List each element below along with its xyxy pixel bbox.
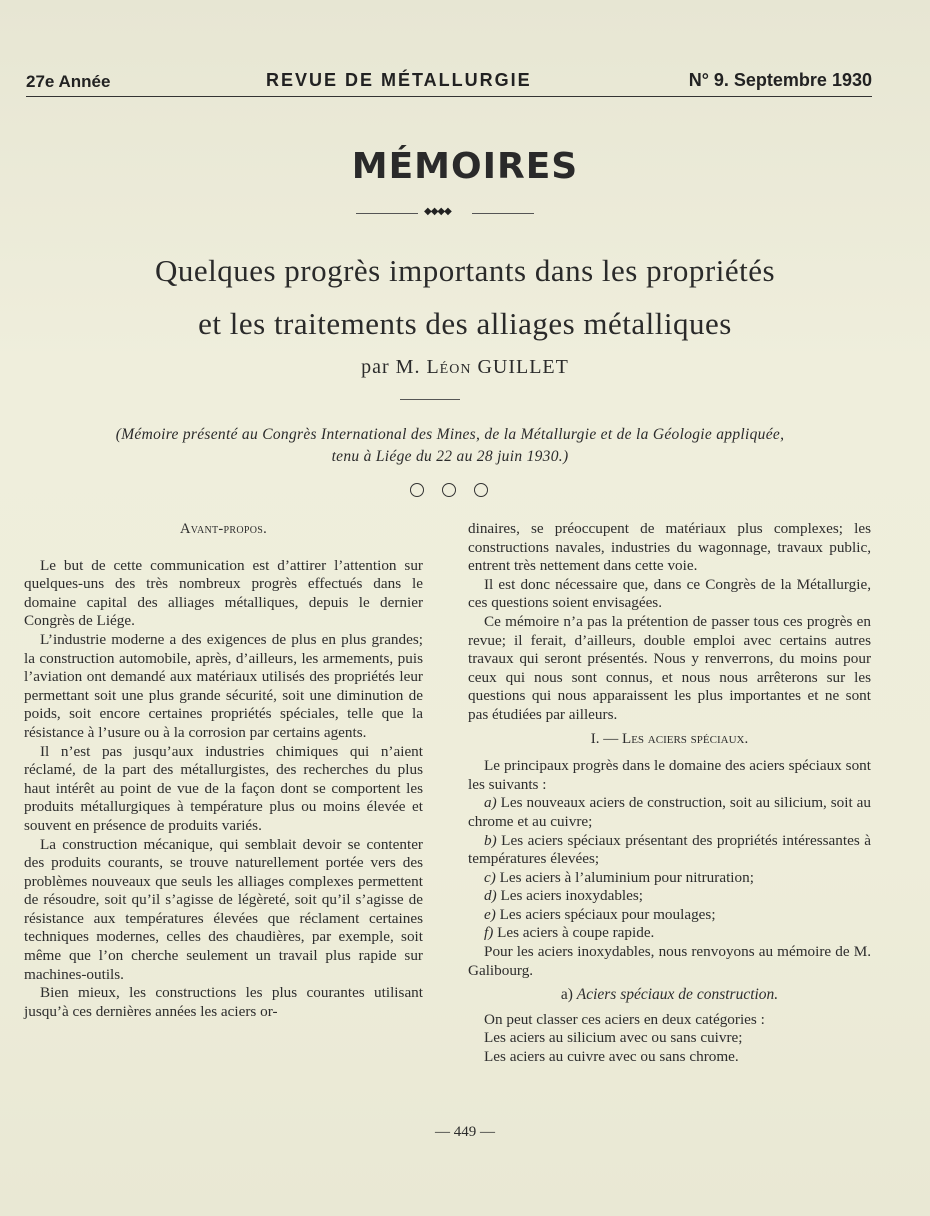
paragraph: L’industrie moderne a des exigences de plus en plus grandes; la construction automobile, après, d’ailleurs, les armements, puis l’aviation ont demandé aux matériaux utilisés des propriétés leur permettant soit une plus grande sécurité, soit une diminution de poids, soit encore certaines propriétés spéciales, telle que la résistance à l’usure ou à la corrosion par certains agents. (24, 630, 423, 741)
note-line-2: tenu à Liége du 22 au 28 juin 1930.) (331, 448, 569, 465)
author-rule (400, 399, 460, 400)
ornament-line-left (356, 213, 418, 214)
paragraph: Le principaux progrès dans le domaine des aciers spéciaux sont les suivants : (468, 757, 871, 793)
circle-icon (442, 483, 456, 497)
diamond-ornament-icon: ◆◆◆◆ (424, 206, 451, 217)
paragraph: Bien mieux, les constructions les plus courantes utilisant jusqu’à ces dernières années les aciers or- (24, 984, 423, 1020)
author-lastname: GUILLET (471, 356, 569, 378)
header-rule (26, 96, 872, 97)
author-line (0, 356, 930, 379)
circle-icon (474, 483, 488, 497)
list-item: b) Les aciers spéciaux présentant des propriétés intéressantes à températures élevées; (468, 831, 871, 868)
title-ornament (356, 206, 534, 220)
list-item: e) Les aciers spéciaux pour moulages; (484, 905, 716, 923)
journal-name: REVUE DE MÉTALLURGIE (266, 70, 532, 90)
list-item: f) Les aciers à coupe rapide. (484, 924, 655, 942)
paragraph: Le but de cette communication est d’attirer l’attention sur quelques-uns des très nombreux progrès effectués dans le domaine capital des alliages métalliques, depuis le dernier Congrès de Liége. (24, 556, 423, 630)
right-column (468, 520, 871, 1067)
author-firstname: Léon (426, 356, 472, 378)
avant-propos-heading: Avant-propos. (179, 521, 268, 537)
list-item: d) Les aciers inoxydables; (484, 887, 643, 905)
page-number: — 449 — (435, 1124, 495, 1140)
subsection-heading-construction: a) Aciers spéciaux de construction. (560, 986, 779, 1004)
author-prefix: par M. (361, 356, 427, 378)
ornament-line-right (472, 213, 534, 214)
paragraph: Les aciers au cuivre avec ou sans chrome. (484, 1048, 739, 1066)
paragraph: On peut classer ces aciers en deux catégories : (484, 1010, 765, 1028)
article-title-line-2: et les traitements des alliages métalliques (198, 306, 732, 341)
section-title: MÉMOIRES (351, 146, 579, 187)
left-column (24, 520, 423, 1021)
paragraph: La construction mécanique, qui semblait devoir se contenter des produits courants, se trouve naturellement portée vers des problèmes nouveaux que seuls les alliages complexes permettent de résoudre, soit qu’il s’agisse de légèreté, soit qu’il s’agisse de résistance aux températures élevées que réclament certaines techniques modernes, celles des chaudières, par exemple, soit même que l’on cherche seulement un travail plus rapide sur machines-outils. (24, 835, 423, 983)
paragraph: Il n’est pas jusqu’aux industries chimiques qui n’aient réclamé, de la part des métallurgistes, des recherches du plus haut intérêt au point de vue de la façon dont se comportent les produits métallurgiques à température plus ou moins élevée et souvent en présence de produits variés. (24, 742, 423, 834)
note-line-1: (Mémoire présenté au Congrès International des Mines, de la Métallurgie et de la Géologie appliquée, (115, 426, 785, 443)
circle-ornament (410, 483, 490, 499)
presentation-note (22, 424, 878, 468)
issue-label: N° 9. Septembre 1930 (688, 70, 872, 90)
circle-icon (410, 483, 424, 497)
paragraph: dinaires, se préoccupent de matériaux plus complexes; les constructions navales, industries du wagonnage, travaux public, entrent très nettement dans cette voie. (468, 520, 871, 575)
running-head (26, 68, 872, 94)
section-heading-aciers-speciaux: I. — Les aciers spéciaux. (590, 730, 749, 747)
paragraph: Ce mémoire n’a pas la prétention de passer tous ces progrès en revue; il ferait, d’ailleurs, double emploi avec certains autres travaux qui seront présentés. Nous y renverrons, du moins pour ceux qui nous sont connus, et nous nous arrêterons sur les questions qui nous apparaissent les plus importantes et ne sont pas étudiées par ailleurs. (468, 612, 871, 723)
list-item: a) Les nouveaux aciers de construction, soit au silicium, soit au chrome et au cuivre; (468, 794, 871, 830)
paragraph: Les aciers au silicium avec ou sans cuivre; (484, 1029, 743, 1047)
article-title-line-1: Quelques progrès importants dans les propriétés (154, 253, 776, 288)
list-item: c) Les aciers à l’aluminium pour nitruration; (484, 868, 754, 886)
paragraph: Il est donc nécessaire que, dans ce Congrès de la Métallurgie, ces questions soient envisagées. (468, 575, 871, 612)
paragraph: Pour les aciers inoxydables, nous renvoyons au mémoire de M. Galibourg. (468, 943, 871, 979)
volume-label: 27e Année (26, 72, 111, 91)
